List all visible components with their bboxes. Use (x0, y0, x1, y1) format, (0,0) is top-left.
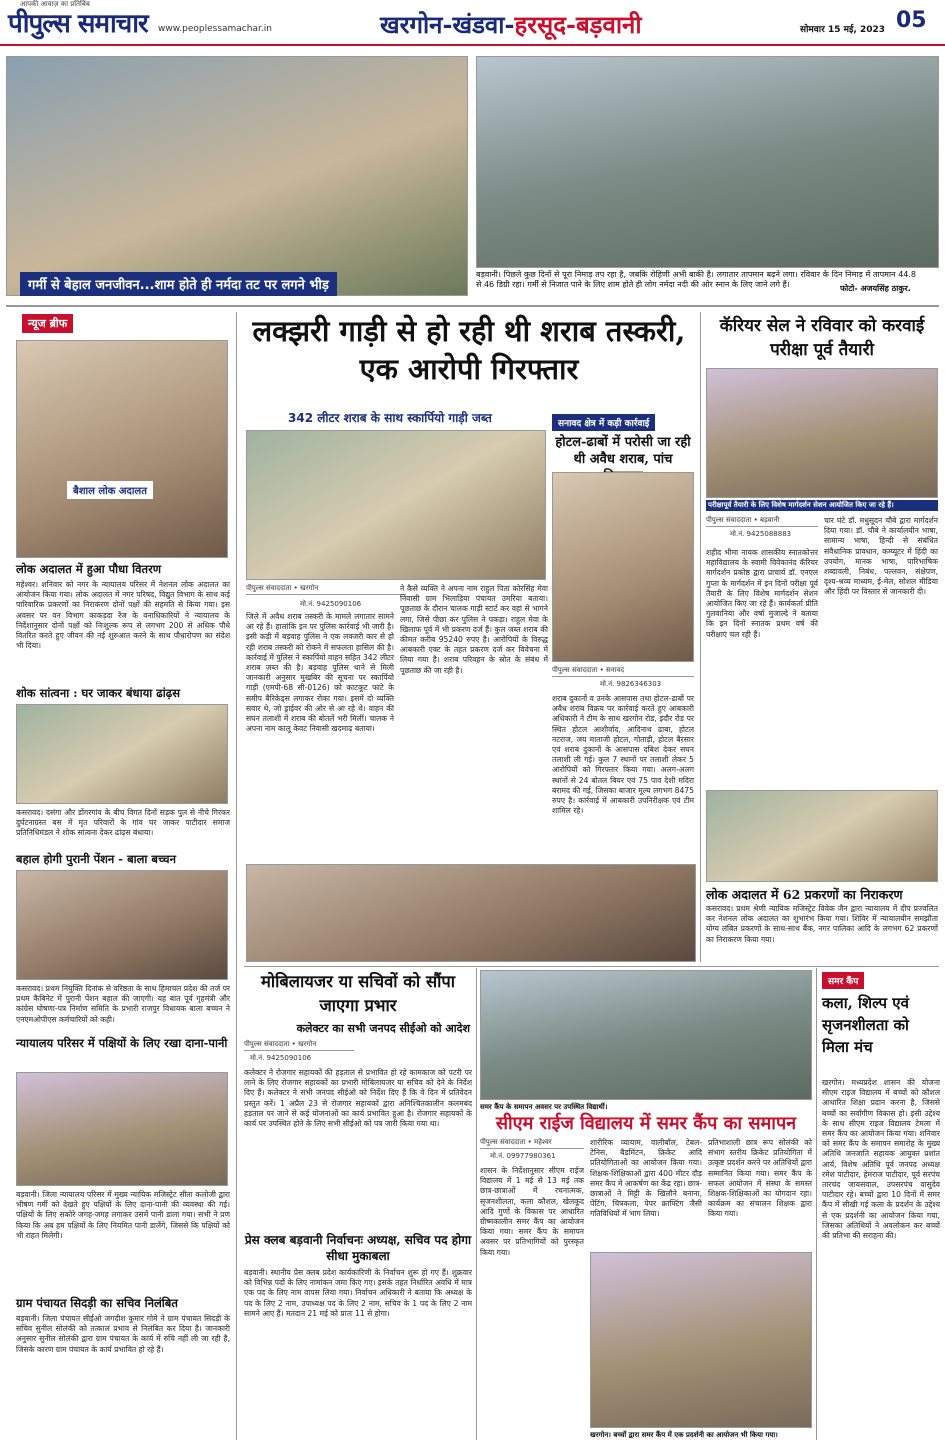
section-title (380, 8, 642, 41)
column-divider (700, 312, 701, 962)
summer-camp-group-photo (480, 970, 812, 1100)
lok-adalat-body: कसरावद। प्रथम श्रेणी न्यायिक मजिस्ट्रेट विवेक जैन द्वारा न्यायालय में दीप प्रज्वलित कर नेशनल लोक अदालत का शुभारंभ किया गया। शिविर में न्यायालयीन समझौता योग्य लंबित प्रकरणों के साथ-साथ बैंक, नगर पालिका आदि के लगभग 62 प्रकरणों का निराकरण किया गया। (706, 904, 938, 944)
brief-body-3: कसरावद। प्रथम नियुक्ति दिनांक से वरिष्ठता के साथ हिमाचल प्रदेश की तर्ज पर प्रथम कैबिनेट में पुरानी पेंशन बहाल की जाएगी। यह बात पूर्व गृहमंत्री और कांग्रेस घोषणा-पत्र निर्माण समिति के प्रभारी राजपुर विधायक बाला बच्चन ने एनएमओपीएस कर्मचारियों को कही। (16, 984, 230, 1024)
brief-body-4: बड़वानी। जिला न्यायालय परिसर में मुख्य न्यायिक मजिस्ट्रेट सीता कलोजी द्वारा भीषण गर्मी को देखते हुए पक्षियों के लिए दाना-पानी की व्यवस्था की गई। पक्षियों के लिए सकोरे जगह-जगह लगाकर उसमें पानी डाला गया। सभी ने प्रण किया कि अब हम पक्षियों के लिए नियमित पानी डालेंगे, जिससे कि पक्षियों को भी राहत मिलेगी। (16, 1190, 230, 1240)
sanawad-mobile: मो.नं. 9826346303 (600, 680, 662, 688)
column-divider (236, 312, 237, 1440)
mobilizer-byline: पीपुल्स संवाददाता • खरगोन (244, 1040, 354, 1051)
sapling-distribution-photo (16, 340, 228, 558)
summer-camp-col2: शारीरिक व्यायाम, वालीबॉल, टेबल-टेनिस, बैडमिंटन, क्रिकेट आदि प्रतियोगिताओं का आयोजन किया गया। शिक्षक-शिक्षिकाओं द्वारा 400 मीटर दौड़ समर कैंप में आकर्षण का केंद्र रहा। छात्र-छात्राओं ने मिट्टी के खिलौने बनाना, पेंटिंग, चित्रकला, पेपर क्राफ्टिंग जैसी गतिविधियों में भाग लिया। (590, 1138, 702, 1219)
exhibition-caption: खरगोन। बच्चों द्वारा समर कैंप में एक प्रदर्शनी का आयोजन भी किया गया। (590, 1431, 778, 1439)
mobilizer-mobile: मो.नं. 9425090106 (250, 1054, 312, 1062)
brief-body-1: महेश्वर। शनिवार को नगर के न्यायालय परिसर में नेशनल लोक अदालत का आयोजन किया गया। लोक अदालत में नगर परिषद, विद्युत विभाग के साथ कई पारिवारिक प्रकरणों का निराकरण दोनों पक्षों की सहमति से किया गया। इस अवसर पर वन विभाग काकड़दा रेंज के वनाधिकारियों ने न्यायालय के निर्देशानुसार दोनों पक्षों को निःशुल्क रूप से लगभग 200 से अधिक पौधे वितरित करते हुए जीवन की नई शुरुआत करने के साथ पौधारोपण का संदेश भी दिया। (16, 580, 230, 651)
main-story-col2: ने कैसे व्यक्ति ने अपना नाम राहुल पिता कोरसिंह मेवा निवासी ग्राम भिलाड़िया पंचायत उमरिया बताया। पूछताछ के दौरान चालक गाड़ी स्टार्ट कर वहां से भागने लगा, जिसे पीछा कर पुलिस ने पकड़ा। राहुल मेवा के खिलाफ पूर्व में भी प्रकरण दर्ज हैं। कुल जब्त शराब की कीमत करीब 95240 रुपए है। आरोपियों के विरुद्ध आबकारी एक्ट के तहत प्रकरण दर्ज कर विवेचना में लिया गया है। शराब परिवहन के स्रोत के संबंध में पूछताछ की जा रही है। (400, 584, 548, 675)
top-banner-headline: गर्मी से बेहाल जनजीवन...शाम होते ही नर्मदा तट पर लगने भीड़ (20, 272, 337, 296)
sanawad-label: सनावद क्षेत्र में कड़ी कार्रवाई (552, 414, 655, 431)
website-url[interactable]: www.peoplessamachar.in (158, 24, 272, 34)
career-col1: शहीद भीमा नायक शासकीय स्नातकोत्तर महाविद्यालय के स्वामी विवेकानंद कॅरियर मार्गदर्शन प्रकोष्ठ द्वारा प्राचार्य डॉ. एनएल गुप्ता के मार्गदर्शन में इन दिनों परीक्षा पूर्व तैयारी के लिए विशेष मार्गदर्शन सेशन आयोजित किए जा रहे हैं। कार्यकर्ता प्रीति गुलवानिया और वर्षा मुजाल्दे ने बताया कि इन दिनों स्नातक प्रथम वर्ष की परीक्षाएं चल रही हैं। (706, 548, 818, 639)
pension-meeting-photo (16, 870, 228, 980)
newspaper-logo: पीपुल्स समाचार (8, 9, 148, 39)
liquor-seizure-photo (246, 430, 546, 580)
art-camp-label: समर कैंप (822, 972, 864, 989)
news-brief-label: न्यूज ब्रीफ (22, 314, 73, 333)
main-story-col1: जिले में अवैध शराब तस्करी के मामले लगातार सामने आ रहे हैं। हालांकि इन पर पुलिस कार्रवाई भी जारी है। इसी कड़ी में बड़वाह पुलिस ने एक लक्जरी कार से हो रही शराब तस्करी को रोकने में सफलता हासिल की है। कार्रवाई में पुलिस ने स्कार्पियो वाहन सहित 342 लीटर शराब जब्त की है। बड़वाह पुलिस थाने से मिली जानकारी अनुसार मुखबिर की सूचना पर स्कार्पियो गाड़ी (एमपी-68 सी-0126) को काटकूट फाटे के समीप बैरिकेड्स लगाकर रोका गया। इसमें दो व्यक्ति सवार थे, जो ड्राईवर की ओर से आ रहे थे। वाहन की सघन तलाशी में शराब की बोतलें भरी मिलीं। चालक ने अपना नाम कालू केवट निवासी खदमाढ़ बताया। (246, 612, 394, 734)
column-divider (476, 968, 477, 1440)
mobilizer-body: कलेक्टर ने रोजगार सहायकों की हड़ताल से प्रभावित हो रहे कामकाज को पटरी पर लाने के लिए रोजगार सहायकों का प्रभारी मोबिलायजर या सचिव को देने के निर्देश दिए हैं। कलेक्टर ने सभी जनपद सीईओ को निर्देश दिए हैं कि वे दिन में प्रतिवेदन प्रस्तुत करें। 1 अप्रैल 23 से रोजगार सहायकों द्वारा अनिश्चितकालीन कलमबंद हड़ताल पर जाने से कई योजनाओं का कार्य प्रभावित हुआ है। रोजगार सहायकों के कार्य पर उपस्थित होने के लिए सभी सीईओ को पत्र जारी किया गया था। (244, 1068, 472, 1129)
summer-camp-photo-caption: समर कैंप के समापन अवसर पर उपस्थित विद्यार्थी। (480, 1103, 608, 1111)
main-story-mobile: मो.नं. 9425090106 (300, 600, 362, 608)
divider (244, 966, 939, 967)
section-title-a: खरगोन-खंडवा- (380, 10, 515, 39)
summer-camp-col1: शासन के निर्देशानुसार सीएम राईज विद्यालय में 1 मई से 13 मई तक छात्र-छात्राओं में रचनात्मक, सृजनशीलता, कला कौशल, खेलकूद आदि गुणों के विकास पर आधारित ग्रीष्मकालीन समर कैंप का आयोजन किया गया। समर कैंप के समापन अवसर पर प्रतिभागियों को पुरस्कृत किया गया। (480, 1166, 584, 1257)
bird-water-photo (16, 1072, 228, 1186)
career-photo-caption: परीक्षापूर्व तैयारी के लिए विशेष मार्गदर्शन सेशन आयोजित किए जा रहे हैं। (706, 500, 938, 511)
column-divider (816, 968, 817, 1440)
career-col2: चार घंटे डॉ. मधुसूदन चौबे द्वारा मार्गदर्शन दिया गया। डॉ. चौबे ने कार्यालयीन भाषा, सामान्य भाषा, हिन्दी से संबंधित संवैधानिक प्रावधान, कम्प्यूटर में हिंदी का उपयोग, मानक भाषा, पारिभाषिक शब्दावली, निबंध, पल्लवन, संक्षेपण, दृश्य-श्रव्य माध्यम, ई-मेल, सोशल मीडिया और हिंदी पर विस्तार से जानकारी दी। (824, 516, 938, 597)
art-camp-body: खरगोन। मध्यप्रदेश शासन की योजना सीएम राइज विद्यालय में बच्चों को कौशल आधारित शिक्षा प्रदान करना है, जिससे बच्चों का सर्वांगीण विकास हो। इसी उद्देश्य के साथ सीएम राइज विद्यालय टेमला में समर कैंप का आयोजन किया गया। शनिवार को समर कैंप के समापन समारोह के मुख्य अतिथि जनजाति सहायक आयुक्त प्रशांत आर्य, विशेष अतिथि पूर्व जनपद अध्यक्ष रमेश पाटीदार, हेमराज पाटीदार, पूर्व सरपंच तारचंद जायसवाल, उपसरपंच वासुदेव पाटीदार रहे। बच्चों द्वारा 10 दिनों में समर कैंप में सीखी गई कला के प्रदर्शन के उद्देश्य से एक प्रदर्शनी का आयोजन किया गया, जिसका अतिथियों ने अवलोकन कर बच्चों की प्रतिभा की सराहना की। (822, 1078, 940, 1241)
career-headline: कॅरियर सेल ने रविवार को करवाई परीक्षा पूर्व तैयारी (719, 316, 925, 360)
section-title-b: हरसूद-बड़वानी (514, 10, 642, 39)
brief-headline-4: न्यायालय परिसर में पक्षियों के लिए रखा दाना-पानी (16, 1036, 228, 1050)
art-camp-headline: कला, शिल्प एवं सृजनशीलता को मिला मंच (822, 994, 909, 1056)
masthead-tagline: आपकी आवाज़ का प्रतिबिंब (20, 0, 90, 8)
hotel-raid-photo (552, 472, 694, 662)
lok-adalat-headline: लोक अदालत में 62 प्रकरणों का निराकरण (706, 887, 903, 902)
summer-camp-col3: प्रतिभाशाली छात्र रूप सोलंकी को संभाग स्तरीय क्रिकेट प्रतियोगिता में उत्कृष्ट प्रदर्शन करने पर अतिथियों द्वारा सम्मानित किया गया। समर कैंप के सफल आयोजन में संस्था के समस्त शिक्षक-शिक्षिकाओं का योगदान रहा। कार्यक्रम का संचालन शिक्षक द्वारा किया गया। (708, 1138, 812, 1219)
top-photo-credit: फोटो- अजयसिंह ठाकुर. (840, 284, 911, 293)
summer-camp-byline: पीपुल्स संवाददाता • महेश्वर (480, 1138, 584, 1149)
mobilizer-headline: मोबिलायजर या सचिवों को सौंपा जाएगा प्रभार (260, 972, 456, 1015)
brief-headline-5: ग्राम पंचायत सिदड़ी का सचिव निलंबित (16, 1296, 178, 1310)
career-byline: पीपुल्स संवाददाता • बड़वानी (706, 516, 818, 527)
main-story-subhead: 342 लीटर शराब के साथ स्कार्पियो गाड़ी जब्त (288, 411, 492, 425)
sanawad-body: शराब दुकानों व उनके आसपास तथा होटल-ढाबों पर अवैध शराब विक्रय पर कार्रवाई करते हुए आबकारी अधिकारी ने टीम के साथ खरगोन रोड, इंदौर रोड पर स्थित होटल आशीर्वाद, आदिनाथ ढाबा, होटल नटराज, जय माताजी होटल, गोताड़ी, होटल बैरसार एवं शराब दुकानों के आसपास दबिश देकर सघन तलाशी ली गई। कुल 7 स्थानों पर तलाशी लेकर 5 आरोपियों को गिरफ्तार किया गया। अलग-अलग स्थानों से 24 बोतल बियर एवं 75 पाव देशी मदिरा बरामद की गई, जिसका बाजार मूल्य लगभग 8475 रुपए है। कार्रवाई में आबकारी उपनिरीक्षक एवं टीम शामिल रहे। (552, 694, 694, 816)
masthead (0, 0, 945, 46)
lok-adalat-photo (706, 790, 938, 882)
divider (6, 305, 939, 307)
river-bathing-photo (476, 56, 939, 268)
press-club-headline: प्रेस क्लब बड़वानी निर्वाचनः अध्यक्ष, सचिव पद होगा सीधा मुकाबला (244, 1233, 472, 1263)
summer-camp-headline: सीएम राईज विद्यालय में समर कैंप का समापन (495, 1113, 797, 1134)
main-story-byline: पीपुल्स संवाददाता • खरगोन (246, 584, 406, 595)
ghat-crowd-photo (6, 56, 468, 296)
main-story-headline: लक्झरी गाड़ी से हो रही थी शराब तस्करी, एक आरोपी गिरफ्तार (252, 314, 686, 386)
top-banner-caption: बड़वानी। पिछले कुछ दिनों से पूरा निमाड़ तप रहा है, जबकि रोहिणी अभी बाकी है। लगातार तापमान बढ़ने लगा। रविवार के दिन निमाड़ में तापमान 44.8 से 46 डिग्री रहा। गर्मी से निजात पाने के लिए शाम होते ही लोग नर्मदा नदी की ओर स्नान के लिए जाने लगे हैं। (476, 270, 916, 289)
sanawad-headline: होटल-ढाबों में परोसी जा रही थी अवैध शराब, पांच (555, 435, 691, 467)
exam-prep-photo (706, 368, 938, 498)
page-number: 05 (896, 8, 927, 33)
brief-headline-3: बहाल होगी पुरानी पेंशन - बाला बच्चन (16, 852, 176, 866)
brief-headline-2: शोक सांत्वना : घर जाकर बंधाया ढांढ़स (16, 686, 180, 700)
career-mobile: मो.नं. 9425088883 (730, 530, 792, 538)
sanawad-byline: पीपुल्स संवाददाता • सनावद (552, 666, 694, 677)
summer-camp-mobile: मो.नं. 09977980361 (490, 1152, 556, 1160)
edition-date: सोमवार 15 मई, 2023 (800, 25, 886, 35)
exhibition-photo (590, 1252, 812, 1428)
mobilizer-subhead: कलेक्टर का सभी जनपद सीईओ को आदेश (296, 1022, 470, 1035)
brief-body-2: कसरावद। दसंगा और डोंगरगांव के बीच विगत दिनों सड़क पुल से नीचे गिरकर दुर्घटनाग्रस्त बस में मृत परिवारों के गांव घर जाकर पाटीदार समाज प्रतिनिधिमंडल ने शोक सांत्वना देकर ढांढ़स बंधाया। (16, 808, 230, 838)
excise-team-photo (246, 864, 696, 962)
brief-body-5: बड़वानी। जिला पंचायत सीईओ जगदीश कुमार गोमे ने ग्राम पंचायत सिदड़ी के सचिव सुनील सोलंकी को तत्काल प्रभाव से निलंबित कर दिया है। जानकारी अनुसार सुनील सोलंकी द्वारा ग्राम पंचायत के कार्य में रुचि नहीं ली जा रही है, जिसके कारण ग्राम पंचायत के कार्य प्रभावित हो रहे हैं। (16, 1314, 230, 1354)
brief-headline-1: लोक अदालत में हुआ पौधा वितरण (16, 562, 162, 576)
condolence-photo (16, 704, 228, 804)
press-club-body: बड़वानी। स्थानीय प्रेस क्लब प्रदेश कार्यकारिणी के निर्वाचन शुरू हो गए हैं। शुक्रवार को विभिन्न पदों के लिए नामांकन जमा किए गए। इसके तहत निर्धारित अवधि में मात्र एक पद के लिए नाम वापस लिया गया। निर्वाचन अधिकारी ने बताया कि अध्यक्ष के पद के लिए 2 नाम, उपाध्यक्ष पद के लिए 2 नाम, सचिव के 1 पद के लिए 2 नाम सामने आए हैं। मतदान 21 मई को प्रातः 11 से होगा। (244, 1268, 472, 1318)
photo-banner-text: बैशाल लोक अदालत (67, 481, 153, 499)
